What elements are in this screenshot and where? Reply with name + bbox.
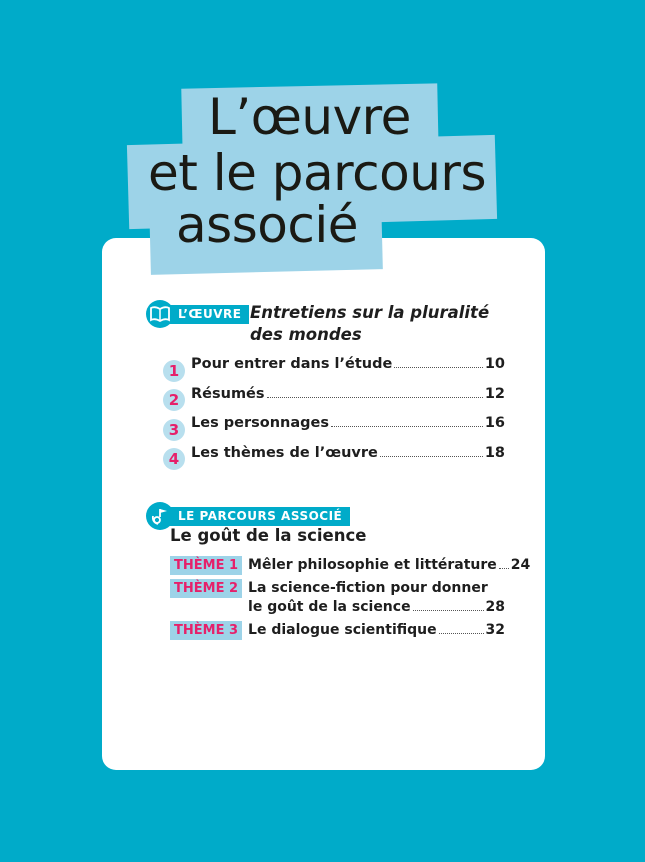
theme-label-line-1: La science-fiction pour donner (248, 580, 488, 596)
open-book-icon (146, 300, 174, 328)
chapter-number: 2 (163, 389, 185, 411)
theme-tag: THÈME 1 (170, 556, 242, 575)
page-number: 24 (510, 557, 531, 573)
leader-dots (413, 610, 484, 611)
parcours-title: Le goût de la science (170, 526, 367, 545)
leader-dots (499, 568, 509, 569)
chapter-number: 4 (163, 448, 185, 470)
leader-dots (380, 456, 483, 457)
theme-tag: THÈME 2 (170, 579, 242, 598)
page-number: 32 (485, 622, 505, 638)
theme-label: Le dialogue scientifique (248, 622, 437, 638)
leader-dots (331, 426, 483, 427)
work-title (250, 302, 510, 346)
chapter-number: 1 (163, 360, 185, 382)
toc-entry-label: Les thèmes de l’œuvre (191, 444, 378, 461)
parcours-toc (170, 556, 531, 644)
title-line-3: associé (176, 196, 358, 254)
theme-entry[interactable] (170, 579, 505, 617)
toc-entry[interactable] (163, 356, 505, 386)
theme-label: Mêler philosophie et littérature (248, 557, 497, 573)
toc-entry-label: Pour entrer dans l’étude (191, 356, 393, 372)
chapter-number: 3 (163, 419, 185, 441)
oeuvre-badge-label: L’ŒUVRE (164, 305, 249, 324)
toc-entry[interactable] (163, 386, 505, 416)
toc-entry[interactable] (163, 445, 505, 475)
page-number: 18 (484, 444, 505, 461)
page-title (0, 0, 645, 280)
page-number: 10 (484, 356, 505, 372)
title-line-1: L’œuvre (208, 88, 411, 146)
oeuvre-section-badge (146, 300, 249, 328)
leader-dots (394, 367, 482, 368)
oeuvre-toc (163, 356, 505, 474)
flag-route-icon (146, 502, 174, 530)
toc-entry-label: Résumés (191, 385, 265, 402)
page-number: 16 (484, 415, 505, 431)
theme-entry[interactable] (170, 621, 505, 640)
work-title-line-1: Entretiens sur la pluralité (250, 303, 490, 322)
leader-dots (267, 397, 483, 398)
parcours-badge-label: LE PARCOURS ASSOCIÉ (164, 507, 350, 526)
work-title-line-2: des mondes (250, 325, 362, 344)
toc-entry-label: Les personnages (191, 415, 329, 431)
page-number: 12 (484, 385, 505, 402)
page-number: 28 (485, 599, 505, 615)
theme-label-line-2: le goût de la science (248, 599, 411, 615)
theme-entry[interactable] (170, 556, 531, 575)
title-line-2: et le parcours (148, 144, 487, 202)
theme-tag: THÈME 3 (170, 621, 242, 640)
toc-entry[interactable] (163, 415, 505, 445)
leader-dots (439, 633, 484, 634)
